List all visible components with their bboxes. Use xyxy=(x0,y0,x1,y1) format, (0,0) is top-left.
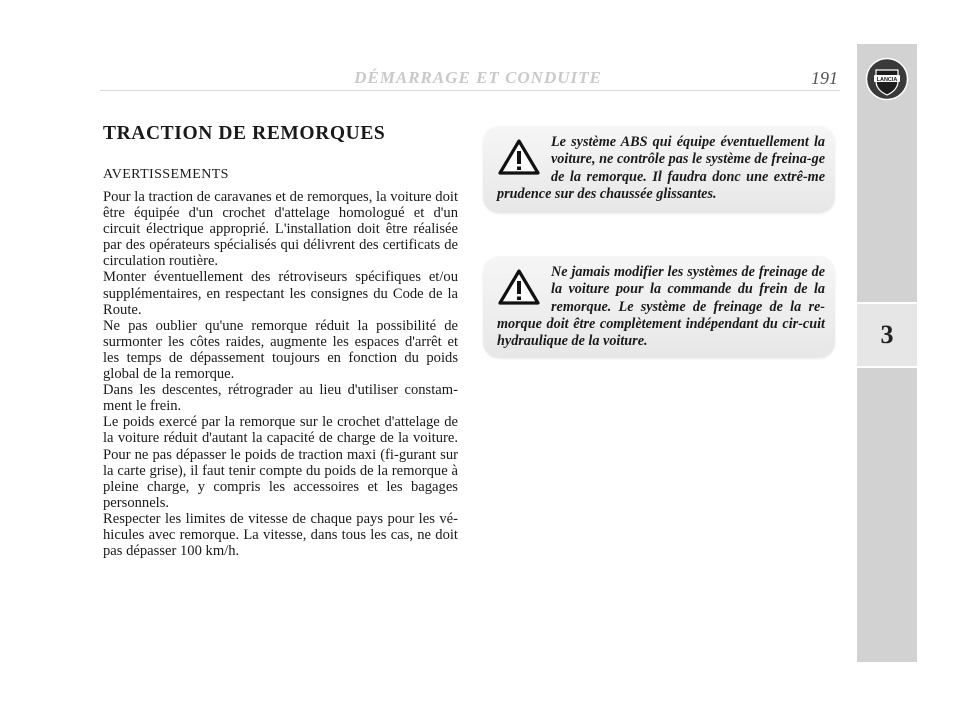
body-text xyxy=(103,189,458,559)
section-title: DÉMARRAGE ET CONDUITE xyxy=(354,68,602,87)
warning-text xyxy=(483,256,835,350)
warning-triangle-icon xyxy=(497,138,541,176)
body-paragraph: Le poids exercé par la remorque sur le crochet d'attelage de la voiture réduit d'autant la capacité de charge de la voiture. Pour ne pas dépasser le poids de traction maxi (fi-gurant sur la carte grise), il faut tenir compte du poids de la remorque à pleine charge, y compris les accessoires et les bagages personnels. xyxy=(103,414,458,511)
body-paragraph: Dans les descentes, rétrograder au lieu d'utiliser constam-ment le frein. xyxy=(103,382,458,415)
page-title: TRACTION DE REMORQUES xyxy=(103,123,386,144)
body-paragraph: Respecter les limites de vitesse de chaque pays pour les vé-hicules avec remorque. La vitesse, dans tous les cas, ne doit pas dépasser 100 km/h. xyxy=(103,510,458,560)
chapter-tab[interactable]: 3 xyxy=(857,302,917,368)
main-column xyxy=(103,122,458,559)
logo-text: LANCIA xyxy=(876,77,898,83)
chapter-side-band xyxy=(857,44,917,662)
warning-text-content: Ne jamais modifier les systèmes de freinage de la voiture pour la commande du frein de la remorque. Le système de freinage de la re-morque doit être complètement indépendant du cir-cuit hydraulique de la voiture. xyxy=(497,264,825,350)
warning-text xyxy=(483,126,835,203)
body-paragraph: Ne pas oublier qu'une remorque réduit la possibilité de surmonter les côtes raides, augmente les espaces d'arrêt et les temps de dépassement toujours en fonction du poids global de la remorque. xyxy=(103,317,458,383)
warning-triangle-icon xyxy=(497,268,541,306)
warning-box-brakes xyxy=(483,256,835,358)
section-subtitle: AVERTISSEMENTS xyxy=(103,167,229,182)
header-rule xyxy=(100,90,840,91)
body-paragraph: Pour la traction de caravanes et de remorques, la voiture doit être équipée d'un crochet d'attelage homologué et d'un circuit électrique approprié. L'installation doit être réalisée par des opérateurs spécialisés qui délivrent des certificats de circulation routière. xyxy=(103,189,458,270)
lancia-logo xyxy=(865,57,909,101)
page-number: 191 xyxy=(811,68,838,88)
warning-text-content: Le système ABS qui équipe éventuellement la voiture, ne contrôle pas le système de freina-ge de la remorque. Il faudra donc une extrê-me prudence sur des chaussée glissantes. xyxy=(497,134,825,202)
warning-box-abs xyxy=(483,126,835,213)
body-paragraph: Monter éventuellement des rétroviseurs spécifiques et/ou supplémentaires, en respectant les consignes du Code de la Route. xyxy=(103,269,458,318)
running-header xyxy=(100,68,840,92)
